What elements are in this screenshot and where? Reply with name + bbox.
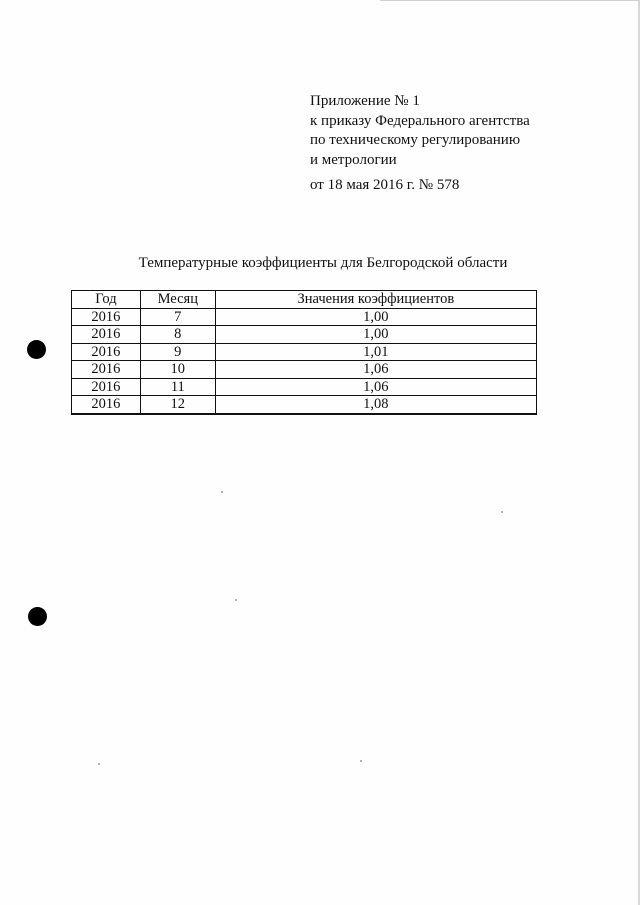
- table-row: [72, 361, 537, 379]
- appendix-line: к приказу Федерального агентства: [310, 112, 530, 129]
- cell-month: 11: [140, 378, 215, 396]
- cell-value: 1,08: [215, 396, 536, 414]
- cell-month: 10: [140, 361, 215, 379]
- cell-value: 1,00: [215, 326, 536, 344]
- cell-year: 2016: [72, 361, 141, 379]
- header-value: Значения коэффициентов: [215, 291, 536, 309]
- scan-speck: [360, 760, 362, 762]
- scan-speck: [221, 491, 223, 493]
- cell-year: 2016: [72, 343, 141, 361]
- header-month: Месяц: [140, 291, 215, 309]
- table-title: Температурные коэффициенты для Белгородской области: [138, 255, 508, 271]
- cell-value: 1,01: [215, 343, 536, 361]
- cell-year: 2016: [72, 326, 141, 344]
- table-row: [72, 378, 537, 396]
- coefficients-table: [71, 290, 537, 415]
- page-edge-top: [380, 0, 640, 1]
- appendix-header: [310, 92, 530, 196]
- table-row: [72, 396, 537, 414]
- appendix-line: по техническому регулированию: [310, 132, 521, 148]
- cell-month: 12: [140, 396, 215, 414]
- cell-year: 2016: [72, 308, 141, 326]
- cell-year: 2016: [72, 396, 141, 414]
- cell-value: 1,06: [215, 378, 536, 396]
- appendix-date-line: от 18 мая 2016 г. № 578: [310, 177, 460, 193]
- cell-value: 1,06: [215, 361, 536, 379]
- scan-speck: [235, 599, 237, 601]
- scan-speck: [98, 763, 100, 765]
- scan-speck: [501, 511, 503, 513]
- table-row: [72, 326, 537, 344]
- cell-month: 7: [140, 308, 215, 326]
- header-year: Год: [72, 291, 141, 309]
- cell-value: 1,00: [215, 308, 536, 326]
- cell-month: 9: [140, 343, 215, 361]
- punch-hole-upper: [27, 340, 46, 359]
- appendix-line: и метрологии: [310, 151, 397, 168]
- table-row: [72, 343, 537, 361]
- cell-month: 8: [140, 326, 215, 344]
- table-header-row: [72, 291, 537, 309]
- cell-year: 2016: [72, 378, 141, 396]
- appendix-line: Приложение № 1: [310, 93, 420, 109]
- table-row: [72, 308, 537, 326]
- punch-hole-lower: [28, 607, 47, 626]
